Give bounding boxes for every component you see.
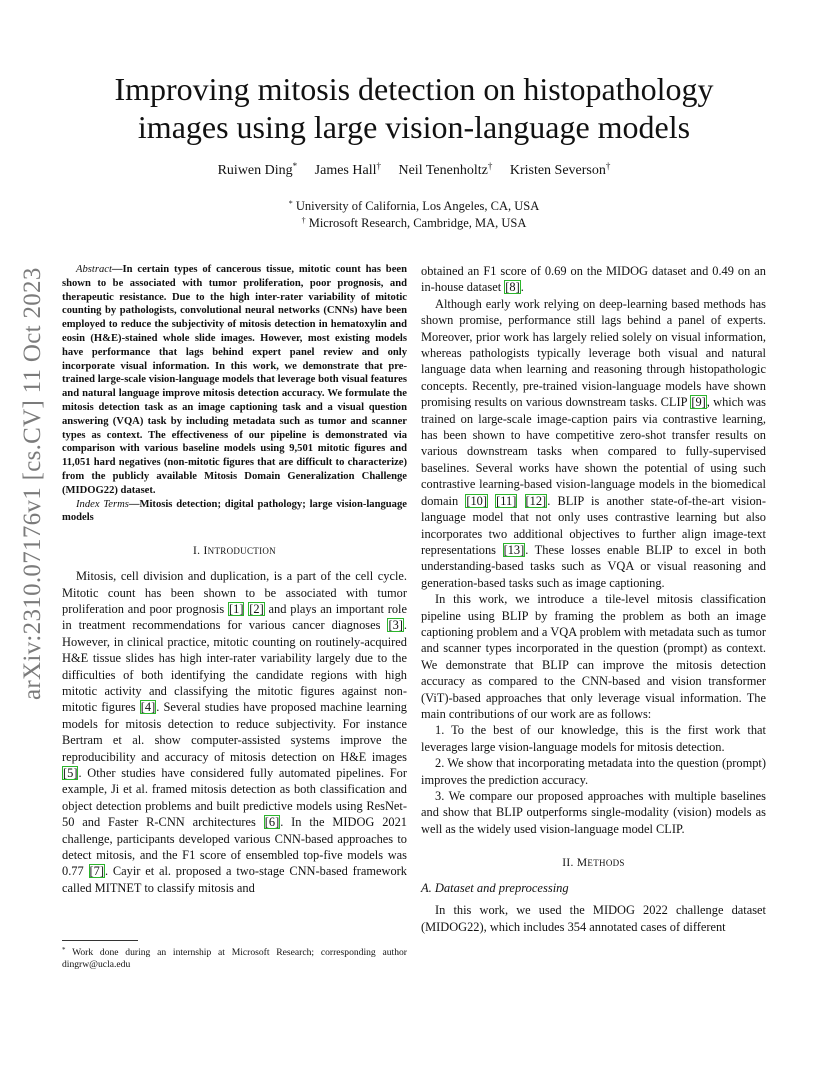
contribution-item: 1. To the best of our knowledge, this is the first work that leverages large vision-language models for mitosis detection. — [421, 723, 766, 754]
contribution-item: 3. We compare our proposed approaches with multiple baselines and show that BLIP outperforms single-modality (vision) models as well as the widely used vision-language model CLIP. — [421, 789, 766, 836]
footnote — [62, 947, 407, 971]
author — [315, 163, 381, 178]
citation-link[interactable]: [2] — [249, 601, 264, 616]
section-initial: M — [576, 857, 588, 870]
index-terms: Index Terms—Mitosis detection; digital pathology; large vision-language models — [62, 498, 407, 524]
index-terms-text: Mitosis detection; digital pathology; large vision-language models — [62, 498, 407, 524]
arxiv-identifier-text: arXiv:2310.07176v1 [cs.CV] 11 Oct 2023 — [19, 267, 46, 700]
intro-paragraph-continued: obtained an F1 score of 0.69 on the MIDOG dataset and 0.49 on an in-house dataset [8]. — [421, 264, 766, 295]
citation-link[interactable]: [7] — [89, 864, 104, 879]
author-name: Ruiwen Ding — [217, 163, 293, 178]
paper-title — [60, 70, 768, 146]
author-mark: † — [376, 161, 381, 171]
author-mark: † — [487, 161, 493, 171]
author — [218, 163, 298, 178]
left-column — [62, 263, 407, 896]
section-heading-introduction — [62, 544, 407, 558]
affiliation-text: Microsoft Research, Cambridge, MA, USA — [308, 216, 527, 230]
citation-link[interactable]: [6] — [264, 815, 280, 830]
section-rest: NTRODUCTION — [207, 546, 276, 557]
intro-paragraph: In this work, we introduce a tile-level mitosis classification pipeline using BLIP by framing the problem as both an image captioning problem and a VQA problem with metadata such as tumor and scanner types incorporated in the question (prompt) as context. We demonstrate that BLIP can improve the mitosis detection accuracy as compared to the CNN-based and vision transformer (ViT)-based approaches that only leverage visual information. The main contributions of our work are as follows: — [421, 592, 766, 721]
author-name: James Hall — [314, 163, 377, 178]
abstract: Abstract—In certain types of cancerous tissue, mitotic count has been shown to be associated with tumor proliferation, poor prognosis, and therapeutic resistance. Due to the high inter-rater variability of mitotic counting by pathologists, convolutional neural networks (CNNs) have been employed to reduce the subjectivity of mitosis detection in hematoxylin and eosin (H&E)-stained whole slide images. However, most existing models have performance that lags behind expert panel review and only incorporate visual information. In this work, we demonstrate that pre-trained large-scale vision-language models that leverage both visual features and natural language improve mitosis detection accuracy. We formulate the mitosis detection task as an image captioning task and a visual question answering (VQA) task by including metadata such as tumor and scanner types as context. The effectiveness of our pipeline is demonstrated via comparison with various baseline models using 9,501 mitotic figures and 11,051 hard negatives (non-mitotic figures that are difficult to characterize) from the publicly available Mitosis Domain Generalization Challenge (MIDOG22) dataset. — [62, 264, 407, 496]
index-terms-label: Index Terms — [76, 498, 129, 510]
author-list — [60, 162, 768, 180]
title-line-2: images using large vision-language models — [137, 109, 691, 145]
abstract-label: Abstract — [76, 264, 112, 275]
affiliation — [60, 215, 768, 232]
footnote-mark: * — [62, 946, 66, 954]
subsection-heading: A. Dataset and preprocessing — [421, 881, 569, 896]
affiliations — [60, 198, 768, 232]
intro-paragraph: Mitosis, cell division and duplication, is a part of the cell cycle. Mitotic count has been shown to be associated with tumor proliferation and poor prognosis [1] [2] and plays an important role in treatment recommendations for various cancer diagnoses [3]. However, in clinical practice, mitotic counting on routinely-acquired H&E tissue slides has high inter-rater variability largely due to the difficulties of both identifying the candidate regions with high mitotic activity and classifying the mitotic figures against non-mitotic figures [4]. Several studies have proposed machine learning models for mitosis detection to reduce subjectivity. For instance Bertram et al. show computer-assisted systems improve the reproducibility and accuracy of mitosis detection on H&E images [5]. Other studies have considered fully automated pipelines. For example, Ji et al. framed mitosis detection as both classification and object detection problems and built predictive models using ResNet-50 and Faster R-CNN architectures [6]. In the MIDOG 2021 challenge, participants developed various CNN-based approaches to detect mitosis, and the F1 score of ensembled top-five models was 0.77 [7]. Cayir et al. proposed a two-stage CNN-based framework called MITNET to classify mitosis and — [62, 569, 407, 895]
citation-link[interactable]: [8] — [505, 280, 520, 295]
citation-link[interactable]: [10] — [466, 493, 487, 508]
affiliation-text: University of California, Los Angeles, CA, USA — [295, 199, 540, 213]
footnote-text: Work done during an internship at Microsoft Research; corresponding author dingrw@ucla.edu — [62, 947, 407, 970]
citation-link[interactable]: [1] — [229, 601, 244, 616]
author-mark: * — [292, 161, 298, 171]
author-name: Kristen Severson — [509, 163, 606, 178]
intro-paragraph: Although early work relying on deep-learning based methods has shown promise, performance still lags behind a panel of experts. Moreover, prior work has largely relied solely on visual information, whereas pathologists typically leverage both visual and natural language data when learning and reasoning through histopathologic concepts. Recently, pre-trained vision-language models have shown promising results on various downstream tasks. CLIP [9], which was trained on large-scale image-caption pairs via contrastive learning, has been shown to have competitive zero-shot transfer results on various downstream tasks when compared to fully-supervised baselines. Several works have shown the potential of using such contrastive learning-based vision-language models in the biomedical domain [10] [11] [12]. BLIP is another state-of-the-art vision-language model that not only uses contrastive learning but also incorporates two additional objectives to further align image-text representations [13]. These losses enable BLIP to excel in both understanding-based tasks such as VQA or visual reasoning and generation-based tasks such as image captioning. — [421, 296, 767, 590]
section-heading-methods — [421, 856, 766, 870]
citation-link[interactable]: [13] — [503, 542, 525, 557]
citation-link[interactable]: [9] — [691, 395, 706, 410]
affiliation — [60, 198, 768, 215]
section-initial: I — [203, 545, 208, 558]
author — [510, 163, 611, 178]
section-numeral: II. — [562, 857, 574, 870]
title-line-1: Improving mitosis detection on histopathology — [114, 71, 714, 107]
contribution-item: 2. We show that incorporating metadata into the question (prompt) improves the prediction accuracy. — [421, 756, 766, 787]
citation-link[interactable]: [11] — [496, 493, 517, 508]
right-column — [421, 263, 766, 935]
affiliation-mark: † — [301, 216, 306, 225]
section-numeral: I. — [193, 545, 201, 558]
citation-link[interactable]: [5] — [63, 766, 78, 781]
author-name: Neil Tenenholtz — [398, 163, 488, 178]
methods-paragraph: In this work, we used the MIDOG 2022 challenge dataset (MIDOG22), which includes 354 annotated cases of different — [421, 903, 766, 934]
footnote-rule — [62, 940, 138, 941]
citation-link[interactable]: [4] — [140, 700, 156, 715]
affiliation-mark: * — [288, 199, 293, 208]
author-mark: † — [605, 161, 611, 171]
abstract-text: In certain types of cancerous tissue, mitotic count has been shown to be associated with tumor proliferation, poor prognosis, and therapeutic resistance. Due to the high inter-rater variability of mitotic counting by pathologists, convolutional neural networks (CNNs) have been employed to reduce the subjectivity of mitosis detection in hematoxylin and eosin (H&E)-stained whole slide images. However, most existing models have performance that lags behind expert panel review and only incorporate visual information. In this work, we demonstrate that pre-trained large-scale vision-language models that leverage both visual features and natural language improve mitosis detection accuracy. We formulate the mitosis detection task as an image captioning task and a visual question answering (VQA) task by including metadata such as tumor and scanner types as context. The effectiveness of our pipeline is demonstrated via comparison with various baseline models using 9,501 mitotic figures and 11,051 hard negatives (non-mitotic figures that are difficult to characterize) from the publicly available Mitosis Domain Generalization Challenge (MIDOG22) dataset. — [62, 264, 407, 496]
author — [398, 163, 492, 178]
citation-link[interactable]: [12] — [525, 493, 547, 508]
citation-link[interactable]: [3] — [388, 618, 403, 633]
section-rest: ETHODS — [587, 858, 625, 869]
